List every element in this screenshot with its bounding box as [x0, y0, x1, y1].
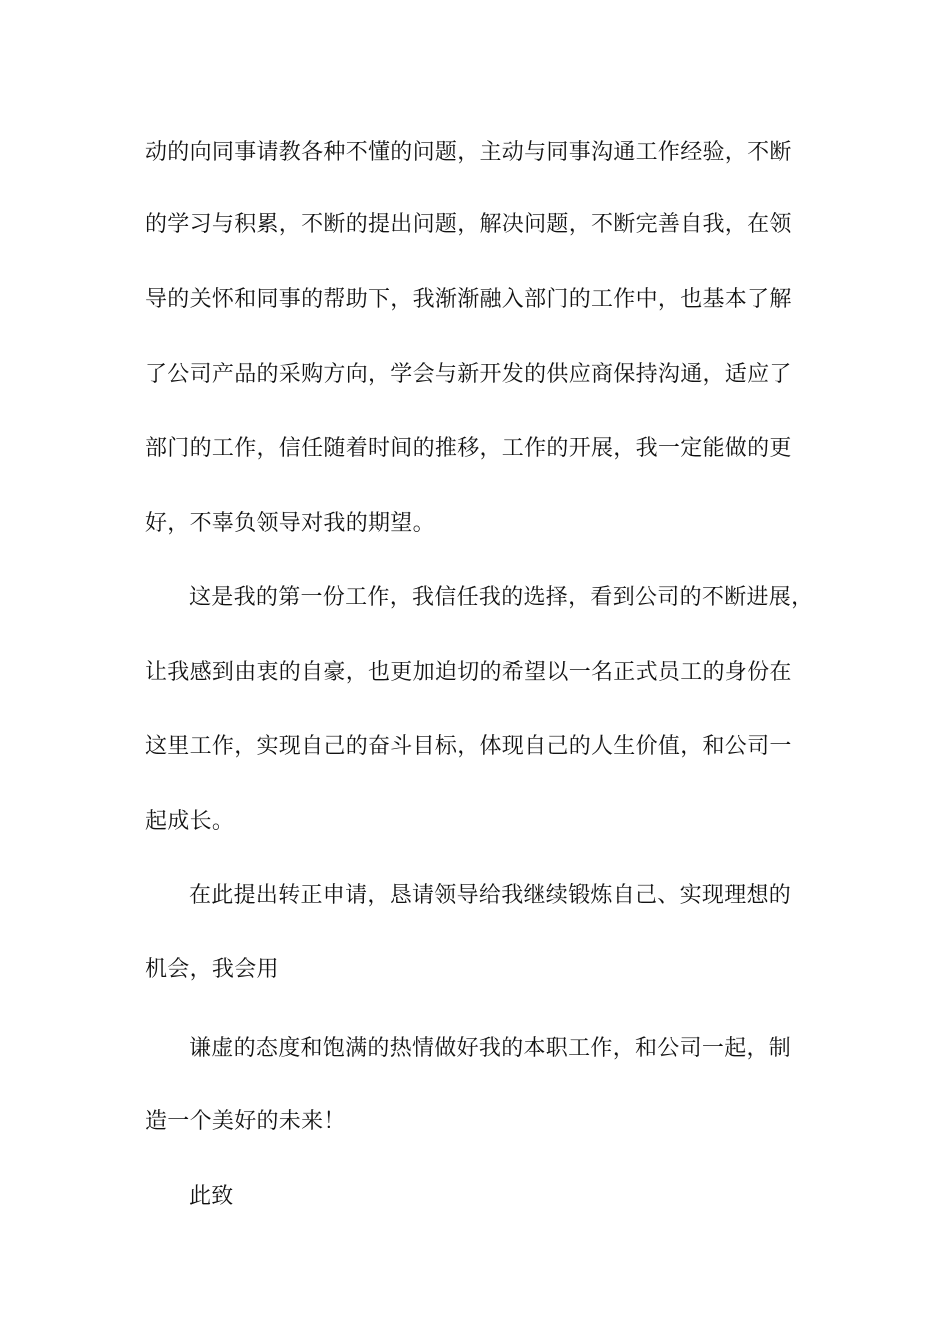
closing-salutation: 此致	[189, 1184, 234, 1209]
paragraph-line: 谦虚的态度和饱满的热情做好我的本职工作，和公司一起，制	[189, 1036, 792, 1061]
paragraph-line: 让我感到由衷的自豪，也更加迫切的希望以一名正式员工的身份在	[145, 660, 792, 685]
paragraph-line: 导的关怀和同事的帮助下，我渐渐融入部门的工作中，也基本了解	[145, 287, 792, 312]
paragraph-line: 起成长。	[145, 809, 235, 834]
paragraph-line: 好，不辜负领导对我的期望。	[145, 511, 435, 536]
paragraph-line: 机会，我会用	[145, 957, 279, 982]
paragraph-line: 这里工作，实现自己的奋斗目标，体现自己的人生价值，和公司一	[145, 734, 792, 759]
paragraph-line: 造一个美好的未来！	[145, 1109, 346, 1134]
paragraph-line: 的学习与积累，不断的提出问题，解决问题，不断完善自我，在领	[145, 212, 792, 237]
paragraph-line: 了公司产品的采购方向，学会与新开发的供应商保持沟通，适应了	[145, 362, 792, 387]
paragraph-line: 动的向同事请教各种不懂的问题，主动与同事沟通工作经验，不断	[145, 140, 792, 165]
paragraph-line: 这是我的第一份工作，我信任我的选择，看到公司的不断进展，	[189, 585, 814, 610]
paragraph-line: 部门的工作，信任随着时间的推移，工作的开展，我一定能做的更	[145, 436, 792, 461]
paragraph-line: 在此提出转正申请，恳请领导给我继续锻炼自己、实现理想的	[189, 883, 792, 908]
